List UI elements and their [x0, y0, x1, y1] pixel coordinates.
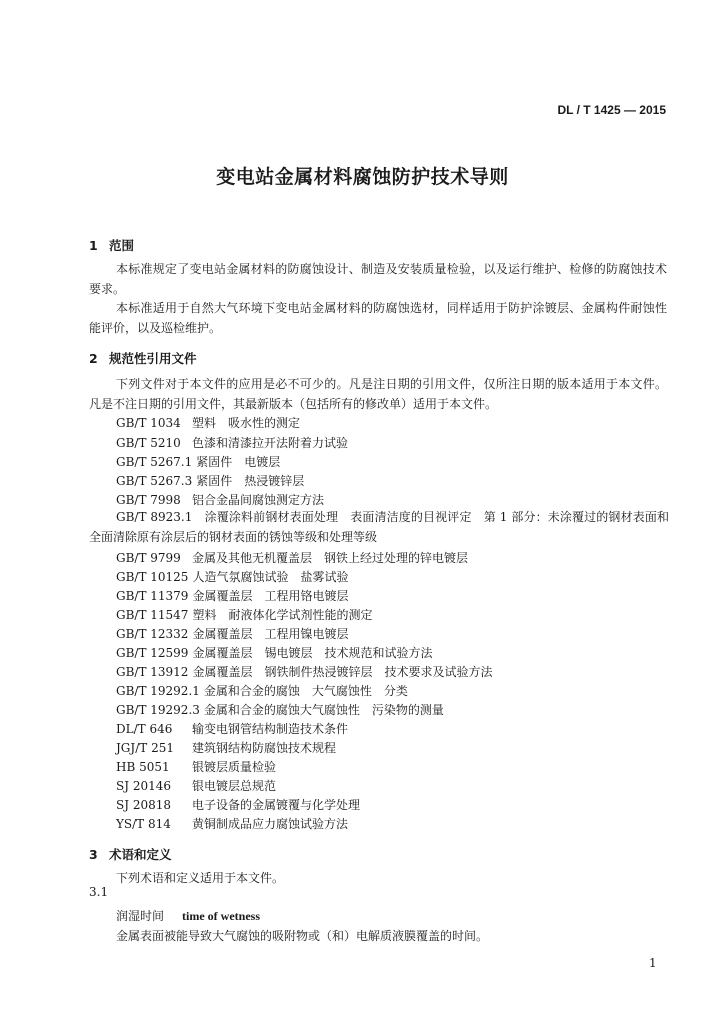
reference-title: 建筑钢结构防腐蚀技术规程 — [192, 741, 337, 755]
reference-code: GB/T 7998 — [116, 493, 181, 507]
reference-title: 银电镀层总规范 — [192, 779, 277, 793]
reference-item — [116, 568, 348, 585]
reference-code: HB 5051 — [116, 760, 170, 774]
section-2-intro: 下列文件对于本文件的应用是必不可少的。凡是注日期的引用文件，仅所注日期的版本适用于本文件。凡是不注日期的引用文件，其最新版本（包括所有的修改单）适用于本文件。 — [89, 377, 667, 411]
section-3-heading — [89, 845, 172, 863]
reference-item-long — [89, 507, 669, 547]
reference-code: GB/T 19292.3 — [116, 703, 200, 717]
reference-code: GB/T 5267.1 — [116, 455, 193, 469]
reference-title: 电子设备的金属镀覆与化学处理 — [192, 798, 361, 812]
reference-title: 输变电钢管结构制造技术条件 — [192, 722, 349, 736]
reference-code: GB/T 5210 — [116, 436, 181, 450]
reference-title: 涂覆涂料前钢材表面处理 表面清洁度的目视评定 第 1 部分：未涂覆过的钢材表面和全面清除原有涂层后的钢材表面的锈蚀等级和处理等级 — [89, 510, 669, 544]
section-2-title: 规范性引用文件 — [109, 351, 197, 366]
reference-code: GB/T 13912 — [116, 665, 189, 679]
reference-title: 色漆和清漆拉开法附着力试验 — [192, 436, 349, 450]
reference-item — [116, 777, 276, 794]
reference-item — [116, 453, 280, 470]
reference-code: GB/T 12599 — [116, 646, 189, 660]
reference-code: GB/T 11547 — [116, 608, 189, 622]
reference-title: 紧固件 热浸镀锌层 — [196, 474, 305, 488]
reference-code: SJ 20818 — [116, 798, 172, 812]
reference-item — [116, 739, 336, 756]
reference-title: 金属及其他无机覆盖层 钢铁上经过处理的锌电镀层 — [192, 551, 469, 565]
term-definition: 金属表面被能导致大气腐蚀的吸附物或（和）电解质液膜覆盖的时间。 — [116, 929, 489, 943]
reference-code: DL/T 646 — [116, 722, 173, 736]
term-chinese: 润湿时间 — [116, 909, 165, 923]
section-3-intro: 下列术语和定义适用于本文件。 — [116, 871, 285, 885]
term-number: 3.1 — [89, 885, 109, 899]
page-number: 1 — [649, 956, 657, 970]
reference-title: 塑料 吸水性的测定 — [192, 416, 301, 430]
reference-title: 铝合金晶间腐蚀测定方法 — [192, 493, 325, 507]
reference-code: JGJ/T 251 — [116, 741, 174, 755]
reference-item — [116, 491, 324, 508]
reference-item — [116, 663, 492, 680]
reference-code: GB/T 12332 — [116, 627, 189, 641]
reference-title: 紧固件 电镀层 — [196, 455, 281, 469]
section-1-title: 范围 — [109, 238, 135, 253]
section-3-number: 3 — [89, 847, 98, 862]
reference-item — [116, 414, 300, 431]
section-1-paragraph-1: 本标准规定了变电站金属材料的防腐蚀设计、制造及安装质量检验，以及运行维护、检修的防腐蚀技术要求。 — [89, 262, 667, 296]
document-title: 变电站金属材料腐蚀防护技术导则 — [216, 166, 509, 188]
reference-code: GB/T 11379 — [116, 589, 189, 603]
section-2-heading — [89, 349, 197, 367]
reference-item — [116, 758, 276, 775]
reference-title: 人造气氛腐蚀试验 盐雾试验 — [192, 570, 349, 584]
section-2-number: 2 — [89, 351, 98, 366]
section-1-heading — [89, 236, 134, 254]
reference-code: SJ 20146 — [116, 779, 172, 793]
reference-title: 银镀层质量检验 — [192, 760, 277, 774]
reference-title: 塑料 耐液体化学试剂性能的测定 — [192, 608, 373, 622]
reference-item — [116, 625, 348, 642]
section-1-number: 1 — [89, 238, 98, 253]
reference-title: 黄铜制成品应力腐蚀试验方法 — [192, 817, 349, 831]
standard-code: DL / T 1425 — 2015 — [557, 103, 666, 117]
reference-item — [116, 682, 408, 699]
reference-code: GB/T 1034 — [116, 416, 181, 430]
reference-code: GB/T 10125 — [116, 570, 189, 584]
term-entry — [116, 907, 260, 924]
reference-item — [116, 720, 348, 737]
section-3-title: 术语和定义 — [109, 847, 172, 862]
reference-code: GB/T 8923.1 — [116, 510, 193, 524]
reference-item — [116, 796, 360, 813]
term-english: time of wetness — [182, 909, 260, 923]
reference-item — [116, 606, 372, 623]
reference-code: GB/T 5267.3 — [116, 474, 193, 488]
reference-title: 金属覆盖层 工程用镍电镀层 — [192, 627, 349, 641]
section-1-paragraph-2: 本标准适用于自然大气环境下变电站金属材料的防腐蚀选材，同样适用于防护涂镀层、金属构件耐蚀性能评价，以及巡检维护。 — [89, 301, 667, 335]
reference-code: YS/T 814 — [116, 817, 171, 831]
reference-item — [116, 701, 444, 718]
reference-title: 金属和合金的腐蚀 大气腐蚀性 分类 — [203, 684, 408, 698]
reference-item — [116, 472, 304, 489]
reference-title: 金属覆盖层 锡电镀层 技术规范和试验方法 — [192, 646, 433, 660]
reference-item — [116, 644, 432, 661]
reference-code: GB/T 19292.1 — [116, 684, 200, 698]
reference-title: 金属和合金的腐蚀大气腐蚀性 污染物的测量 — [203, 703, 444, 717]
reference-item — [116, 587, 348, 604]
reference-item — [116, 434, 348, 451]
reference-code: GB/T 9799 — [116, 551, 181, 565]
reference-title: 金属覆盖层 工程用铬电镀层 — [192, 589, 349, 603]
reference-item — [116, 815, 348, 832]
reference-title: 金属覆盖层 钢铁制件热浸镀锌层 技术要求及试验方法 — [192, 665, 493, 679]
reference-item — [116, 549, 468, 566]
